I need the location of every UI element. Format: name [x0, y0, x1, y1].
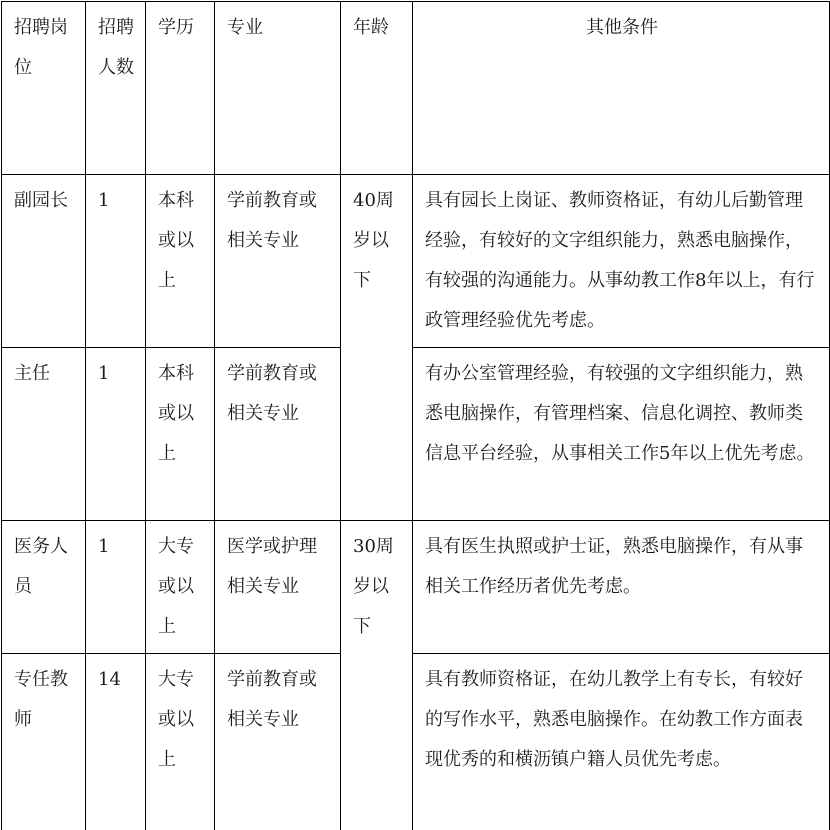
cell-count: 1 — [86, 348, 146, 521]
cell-count: 1 — [86, 521, 146, 654]
cell-other-conditions: 具有园长上岗证、教师资格证，有幼儿后勤管理经验，有较好的文字组织能力，熟悉电脑操作，有较强的沟通能力。从事幼教工作8年以上，有行政管理经验优先考虑。 — [413, 175, 830, 348]
cell-education: 大专或以上 — [146, 521, 215, 654]
recruitment-table — [1, 1, 830, 830]
cell-major: 医学或护理相关专业 — [215, 521, 341, 654]
cell-position: 专任教师 — [2, 654, 86, 830]
cell-position: 医务人员 — [2, 521, 86, 654]
cell-other-conditions: 具有医生执照或护士证，熟悉电脑操作，有从事相关工作经历者优先考虑。 — [413, 521, 830, 654]
cell-other-conditions: 具有教师资格证，在幼儿教学上有专长，有较好的写作水平，熟悉电脑操作。在幼教工作方面表现优秀的和横沥镇户籍人员优先考虑。 — [413, 654, 830, 830]
header-count: 招聘人数 — [86, 2, 146, 175]
table-row — [2, 654, 830, 830]
cell-major: 学前教育或相关专业 — [215, 654, 341, 830]
cell-major: 学前教育或相关专业 — [215, 348, 341, 521]
cell-major: 学前教育或相关专业 — [215, 175, 341, 348]
cell-education: 大专或以上 — [146, 654, 215, 830]
header-position: 招聘岗位 — [2, 2, 86, 175]
table-row — [2, 175, 830, 348]
header-row — [2, 2, 830, 175]
header-age: 年龄 — [341, 2, 413, 175]
cell-education: 本科或以上 — [146, 175, 215, 348]
cell-age: 40周岁以下 — [341, 175, 413, 521]
header-major: 专业 — [215, 2, 341, 175]
cell-other-conditions: 有办公室管理经验，有较强的文字组织能力，熟悉电脑操作，有管理档案、信息化调控、教师类信息平台经验，从事相关工作5年以上优先考虑。 — [413, 348, 830, 521]
cell-age: 30周岁以下 — [341, 521, 413, 830]
cell-count: 14 — [86, 654, 146, 830]
cell-position: 副园长 — [2, 175, 86, 348]
table-row — [2, 348, 830, 521]
cell-position: 主任 — [2, 348, 86, 521]
header-education: 学历 — [146, 2, 215, 175]
cell-education: 本科或以上 — [146, 348, 215, 521]
cell-count: 1 — [86, 175, 146, 348]
table-row — [2, 521, 830, 654]
header-other-conditions: 其他条件 — [413, 2, 830, 175]
